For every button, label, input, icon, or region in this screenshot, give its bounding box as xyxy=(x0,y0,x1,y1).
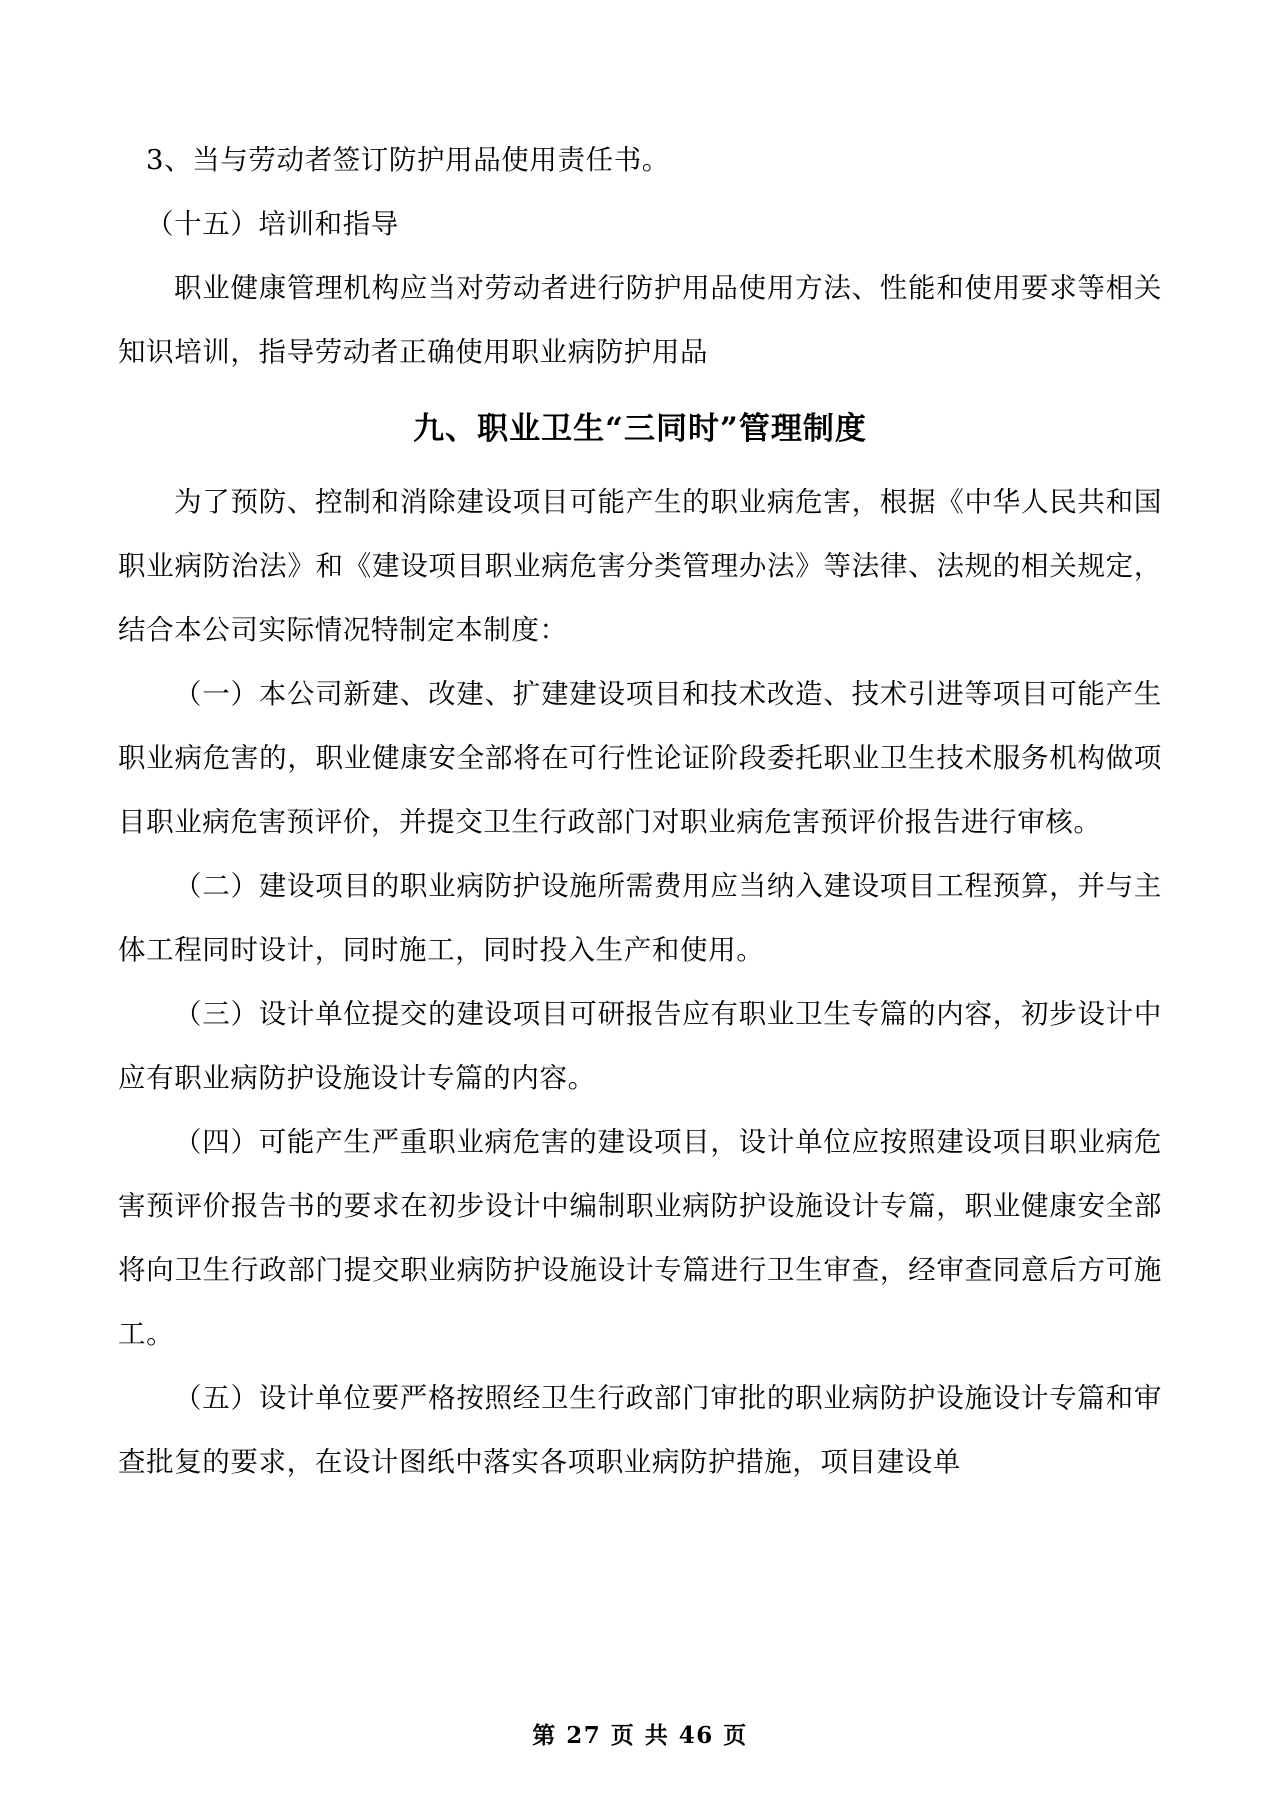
section-heading: 九、职业卫生“三同时”管理制度 xyxy=(413,411,867,447)
paragraph-clause-5: （五）设计单位要严格按照经卫生行政部门审批的职业病防护设施设计专篇和审查批复的要求，在设计图纸中落实各项职业病防护措施，项目建设单 xyxy=(118,1382,1162,1478)
page-footer: 第 27 页 共 46 页 xyxy=(532,1722,748,1749)
paragraph-clause-2: （二）建设项目的职业病防护设施所需费用应当纳入建设项目工程预算，并与主体工程同时设计，同时施工，同时投入生产和使用。 xyxy=(118,870,1162,966)
paragraph-clause-4: （四）可能产生严重职业病危害的建设项目，设计单位应按照建设项目职业病危害预评价报告书的要求在初步设计中编制职业病防护设施设计专篇，职业健康安全部将向卫生行政部门提交职业病防护设施设计专篇进行卫生审查，经审查同意后方可施工。 xyxy=(118,1126,1162,1350)
paragraph-item-3: 3、当与劳动者签订防护用品使用责任书。 xyxy=(146,144,670,176)
paragraph-purpose: 为了预防、控制和消除建设项目可能产生的职业病危害，根据《中华人民共和国职业病防治法》和《建设项目职业病危害分类管理办法》等法律、法规的相关规定，结合本公司实际情况特制定本制度： xyxy=(118,486,1162,646)
paragraph-clause-3: （三）设计单位提交的建设项目可研报告应有职业卫生专篇的内容，初步设计中应有职业病防护设施设计专篇的内容。 xyxy=(118,998,1162,1094)
paragraph-training: 职业健康管理机构应当对劳动者进行防护用品使用方法、性能和使用要求等相关知识培训，指导劳动者正确使用职业病防护用品 xyxy=(118,272,1162,368)
paragraph-section-15: （十五）培训和指导 xyxy=(146,208,399,240)
paragraph-clause-1: （一）本公司新建、改建、扩建建设项目和技术改造、技术引进等项目可能产生职业病危害的，职业健康安全部将在可行性论证阶段委托职业卫生技术服务机构做项目职业病危害预评价，并提交卫生行政部门对职业病危害预评价报告进行审核。 xyxy=(118,678,1162,838)
